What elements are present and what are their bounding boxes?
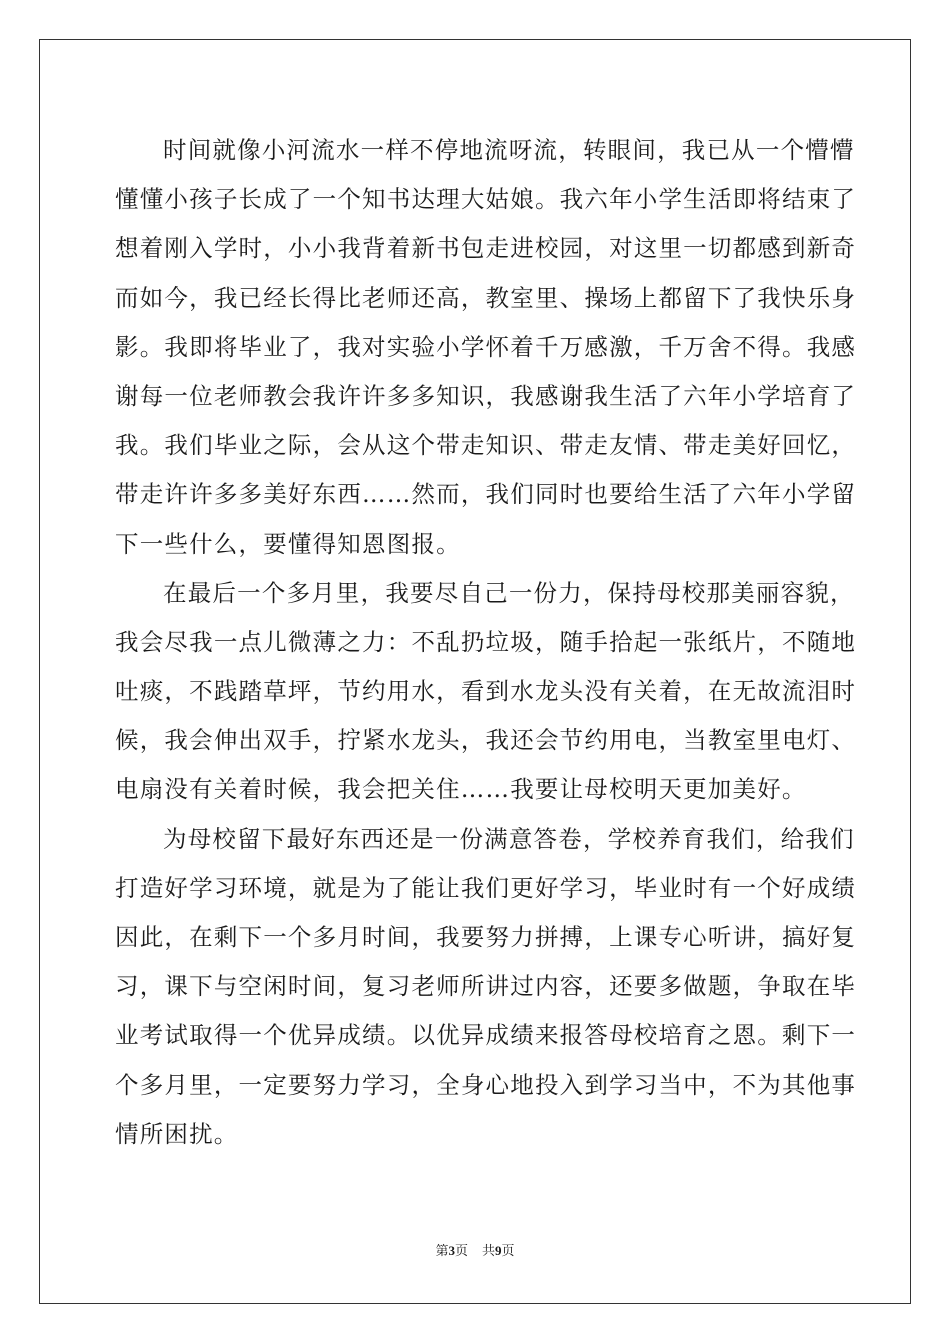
text-line: 带 走 许 许 多 多 美 好 东 西 … … 然 而 ， 我 们 同 时 也 要 给 生 活 了 六 年 小 学 留 — [115, 480, 857, 509]
text-line: 情所困扰。 — [115, 1119, 239, 1148]
footer-page-current: 3 — [448, 1243, 455, 1258]
text-line: 业 考 试 取 得 一 个 优 异 成 绩 。 以 优 异 成 绩 来 报 答 母 校 培 育 之 恩 。 剩 下 一 — [115, 1021, 857, 1050]
text-line: 我 。 我 们 毕 业 之 际 ， 会 从 这 个 带 走 知 识 、 带 走 友 情 、 带 走 美 好 回 忆 ， — [115, 431, 857, 460]
text-line: 在 最 后 一 个 多 月 里 ， 我 要 尽 自 己 一 份 力 ， 保 持 母 校 那 美 丽 容 貌 ， — [163, 578, 855, 607]
text-line: 因 此 ， 在 剩 下 一 个 多 月 时 间 ， 我 要 努 力 拼 搏 ， 上 课 专 心 听 讲 ， 搞 好 复 — [115, 923, 857, 951]
footer-page-total: 9 — [495, 1243, 502, 1258]
text-line: 候 ， 我 会 伸 出 双 手 ， 拧 紧 水 龙 头 ， 我 还 会 节 约 用 电 ， 当 教 室 里 电 灯 、 — [115, 726, 857, 755]
text-line: 打 造 好 学 习 环 境 ， 就 是 为 了 能 让 我 们 更 好 学 习 ， 毕 业 时 有 一 个 好 成 绩 — [115, 873, 857, 902]
text-line: 想 着 刚 入 学 时 ， 小 小 我 背 着 新 书 包 走 进 校 园 ， 对 这 里 一 切 都 感 到 新 奇 — [115, 234, 857, 263]
document-body — [115, 126, 857, 1159]
text-line: 个 多 月 里 ， 一 定 要 努 力 学 习 ， 全 身 心 地 投 入 到 学 习 当 中 ， 不 为 其 他 事 — [115, 1070, 857, 1099]
text-line: 吐 痰 ， 不 践 踏 草 坪 ， 节 约 用 水 ， 看 到 水 龙 头 没 有 关 着 ， 在 无 故 流 泪 时 — [115, 677, 857, 706]
text-line: 为 母 校 留 下 最 好 东 西 还 是 一 份 满 意 答 卷 ， 学 校 养 育 我 们 ， 给 我 们 — [163, 824, 855, 853]
footer-total-prefix: 共 — [482, 1244, 496, 1259]
text-line: 而 如 今 ， 我 已 经 长 得 比 老 师 还 高 ， 教 室 里 、 操 场 上 都 留 下 了 我 快 乐 身 — [115, 283, 857, 312]
text-line: 影 。 我 即 将 毕 业 了 ， 我 对 实 验 小 学 怀 着 千 万 感 激 ， 千 万 舍 不 得 。 我 感 — [115, 332, 857, 361]
footer-page-prefix: 第 — [435, 1244, 449, 1259]
footer-total-suffix: 页 — [501, 1244, 515, 1259]
text-line: 我 会 尽 我 一 点 儿 微 薄 之 力 ： 不 乱 扔 垃 圾 ， 随 手 拾 起 一 张 纸 片 ， 不 随 地 — [115, 627, 857, 656]
text-line: 电扇没有关着时候，我会把关住……我要让母校明天更加美好。 — [115, 775, 807, 804]
text-line: 下一些什么，要懂得知恩图报。 — [115, 529, 461, 558]
page-footer — [0, 1243, 950, 1260]
text-line: 谢 每 一 位 老 师 教 会 我 许 许 多 多 知 识 ， 我 感 谢 我 生 活 了 六 年 小 学 培 育 了 — [115, 381, 857, 410]
text-line: 懂 懂 小 孩 子 长 成 了 一 个 知 书 达 理 大 姑 娘 。 我 六 年 小 学 生 活 即 将 结 束 了 — [115, 185, 857, 214]
text-line: 习 ， 课 下 与 空 闲 时 间 ， 复 习 老 师 所 讲 过 内 容 ， 还 要 多 做 题 ， 争 取 在 毕 — [115, 972, 857, 1001]
footer-page-suffix: 页 — [454, 1244, 468, 1259]
text-line: 时 间 就 像 小 河 流 水 一 样 不 停 地 流 呀 流 ， 转 眼 间 ， 我 已 从 一 个 懵 懵 — [163, 136, 855, 164]
